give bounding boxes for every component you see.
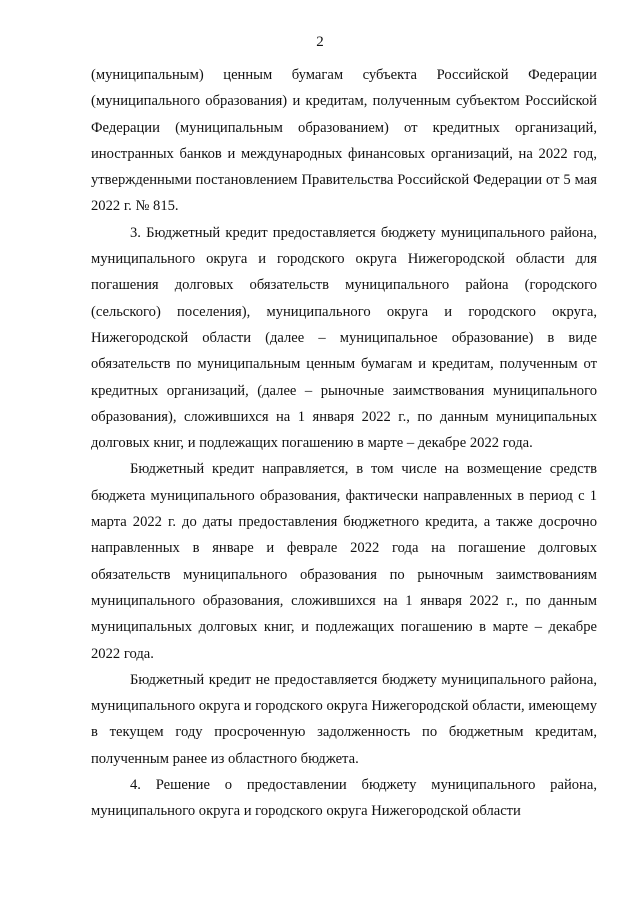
paragraph-credit-restriction: Бюджетный кредит не предоставляется бюджету муниципального района, муниципального округа и городского округа Нижегородской области, имеющему в текущем году просроченную задолженность по бюджетным кредитам, полученным ранее из областного бюджета. bbox=[91, 671, 597, 767]
paragraph-credit-direction: Бюджетный кредит направляется, в том числе на возмещение средств бюджета муниципального образования, фактически направленных в период с 1 марта 2022 г. до даты предоставления бюджетного кредита, а также досрочно направленных в январе и феврале 2022 года на погашение долговых обязательств муниципального образования по рыночным заимствованиям муниципального образования, сложившихся на 1 января 2022 г., по данным муниципальных долговых книг, и подлежащих погашению в марте – декабре 2022 года. bbox=[91, 461, 597, 662]
paragraph-item-4: 4. Решение о предоставлении бюджету муниципального района, муниципального округа и городского округа Нижегородской области bbox=[91, 777, 597, 820]
document-body bbox=[91, 62, 597, 825]
paragraph-item-3: 3. Бюджетный кредит предоставляется бюджету муниципального района, муниципального округа и городского округа Нижегородской области для погашения долговых обязательств муниципального района (городского (сельского) поселения), муниципального округа и городского округа, Нижегородской области (далее – муниципальное образование) в виде обязательств по муниципальным ценным бумагам и кредитам, полученным от кредитных организаций, (далее – рыночные заимствования муниципального образования), сложившихся на 1 января 2022 г., по данным муниципальных долговых книг, и подлежащих погашению в марте – декабре 2022 года. bbox=[91, 224, 597, 452]
page-number: 2 bbox=[316, 34, 324, 50]
paragraph-continuation: (муниципальным) ценным бумагам субъекта Российской Федерации (муниципального образования) и кредитам, полученным субъектом Российской Федерации (муниципальным образованием) от кредитных организаций, иностранных банков и международных финансовых организаций, на 2022 год, утвержденными постановлением Правительства Российской Федерации от 5 мая 2022 г. № 815. bbox=[91, 67, 597, 215]
